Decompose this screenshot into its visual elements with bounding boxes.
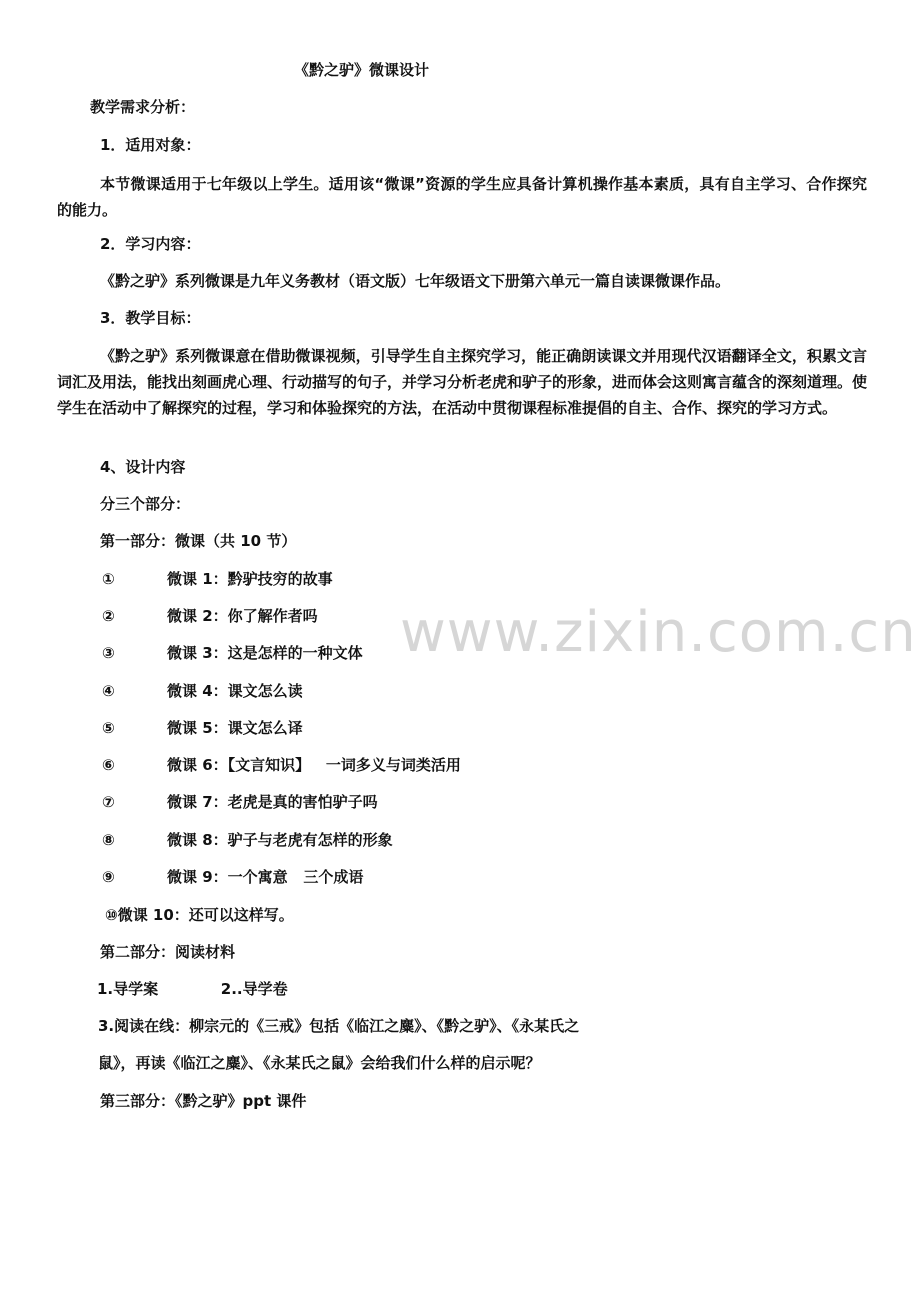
list-marker: ④ bbox=[102, 682, 115, 700]
subsection-heading: 3．教学目标： bbox=[100, 309, 201, 327]
text-line: 1.导学案 2..导学卷 bbox=[97, 980, 288, 998]
list-marker: ③ bbox=[102, 644, 115, 662]
subsection-heading: 1．适用对象： bbox=[100, 136, 201, 154]
paragraph: 本节微课适用于七年级以上学生。适用该“微课”资源的学生应具备计算机操作基本素质，具有自主学习、合作探究的能力。 bbox=[57, 175, 867, 219]
list-item: 微课 6：【文言知识】 一词多义与词类活用 bbox=[167, 756, 461, 774]
part-heading: 第一部分：微课（共 10 节） bbox=[100, 532, 297, 550]
subsection-heading: 4、设计内容 bbox=[100, 458, 186, 476]
paragraph: 《黔之驴》系列微课意在借助微课视频，引导学生自主探究学习，能正确朗读课文并用现代汉语翻译全文，积累文言词汇及用法，能找出刻画虎心理、行动描写的句子，并学习分析老虎和驴子的形象，进而体会这则寓言蕴含的深刻道理。使学生在活动中了解探究的过程，学习和体验探究的方法，在活动中贯彻课程标准提倡的自主、合作、探究的学习方式。 bbox=[57, 347, 868, 417]
text-line: 鼠》，再读《临江之麋》、《永某氏之鼠》会给我们什么样的启示呢？ bbox=[98, 1054, 541, 1072]
list-marker: ② bbox=[102, 607, 115, 625]
page-title: 《黔之驴》微课设计 bbox=[294, 61, 430, 79]
list-marker: ⑧ bbox=[102, 831, 115, 849]
list-item: 微课 8：驴子与老虎有怎样的形象 bbox=[167, 831, 393, 849]
paragraph: 《黔之驴》系列微课是九年义务教材（语文版）七年级语文下册第六单元一篇自读课微课作品。 bbox=[100, 272, 731, 290]
list-item: ⑩微课 10：还可以这样写。 bbox=[105, 906, 294, 924]
list-item: 微课 5：课文怎么译 bbox=[167, 719, 303, 737]
list-item: 微课 4：课文怎么读 bbox=[167, 682, 303, 700]
list-marker: ⑤ bbox=[102, 719, 115, 737]
text-line: 分三个部分： bbox=[100, 495, 191, 513]
list-marker: ⑨ bbox=[102, 868, 115, 886]
subsection-heading: 2．学习内容： bbox=[100, 235, 201, 253]
text-line: 3.阅读在线：柳宗元的《三戒》包括《临江之麋》、《黔之驴》、《永某氏之 bbox=[98, 1017, 580, 1035]
list-item: 微课 3：这是怎样的一种文体 bbox=[167, 644, 363, 662]
list-item: 微课 9：一个寓意 三个成语 bbox=[167, 868, 364, 886]
part-heading: 第二部分：阅读材料 bbox=[100, 943, 236, 961]
list-item: 微课 1：黔驴技穷的故事 bbox=[167, 570, 333, 588]
list-marker: ① bbox=[102, 570, 115, 588]
list-marker: ⑦ bbox=[102, 793, 115, 811]
section-heading: 教学需求分析： bbox=[90, 98, 196, 116]
part-heading: 第三部分：《黔之驴》ppt 课件 bbox=[100, 1092, 307, 1110]
list-item: 微课 2：你了解作者吗 bbox=[167, 607, 318, 625]
list-marker: ⑥ bbox=[102, 756, 115, 774]
watermark: www.zixin.com.cn bbox=[400, 600, 917, 665]
list-item: 微课 7：老虎是真的害怕驴子吗 bbox=[167, 793, 378, 811]
